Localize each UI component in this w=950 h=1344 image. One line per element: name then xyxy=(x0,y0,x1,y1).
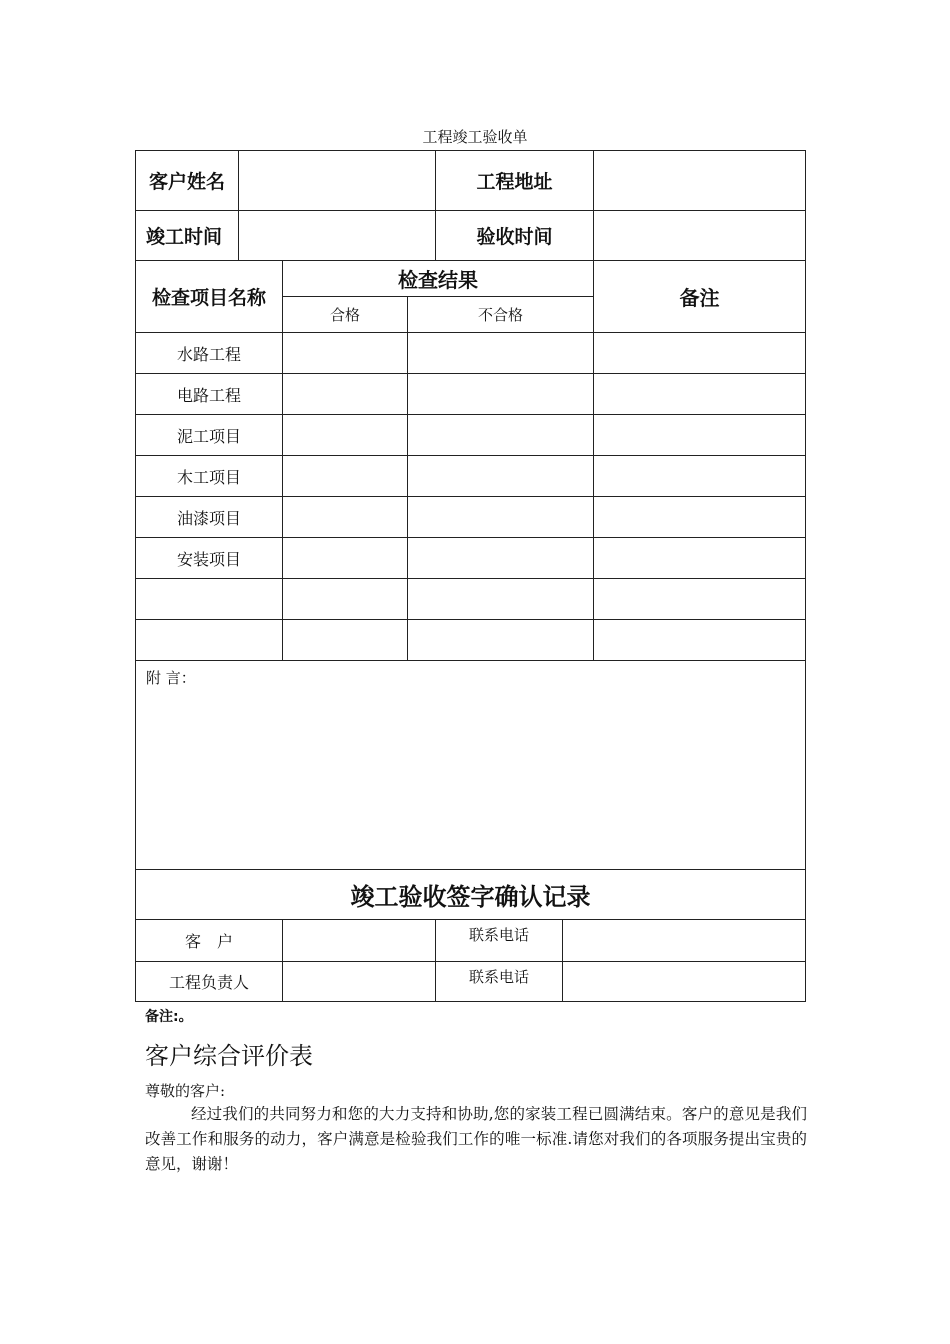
pass-cell[interactable] xyxy=(283,579,408,620)
evaluation-paragraph: 经过我们的共同努力和您的大力支持和协助,您的家装工程已圆满结束。客户的意见是我们改善工作和服务的动力，客户满意是检验我们工作的唯一标准.请您对我们的各项服务提出宝贵的意见，谢谢！ xyxy=(145,1105,807,1173)
fail-cell[interactable] xyxy=(408,333,594,374)
manager-phone-field[interactable] xyxy=(563,962,806,1002)
appendix-label: 附 言： xyxy=(146,669,196,687)
inspection-item-header: 检查项目名称 xyxy=(136,261,283,333)
remark-cell[interactable] xyxy=(594,456,806,497)
acceptance-form-table xyxy=(135,150,806,1002)
customer-phone-field[interactable] xyxy=(563,920,806,962)
remark-cell[interactable] xyxy=(594,538,806,579)
customer-signature-label: 客 户 xyxy=(136,920,283,962)
inspection-item-name[interactable] xyxy=(136,579,283,620)
acceptance-time-field[interactable] xyxy=(594,211,806,261)
pass-cell[interactable] xyxy=(283,497,408,538)
customer-name-label: 客户姓名 xyxy=(136,151,239,211)
pass-cell[interactable] xyxy=(283,620,408,661)
greeting: 尊敬的客户: xyxy=(145,1082,226,1100)
manager-signature-label: 工程负责人 xyxy=(136,962,283,1002)
inspection-item-name: 木工项目 xyxy=(136,456,283,497)
fail-cell[interactable] xyxy=(408,620,594,661)
document-title: 工程竣工验收单 xyxy=(422,128,528,146)
signature-section-title: 竣工验收签字确认记录 xyxy=(136,870,806,920)
remark-cell[interactable] xyxy=(594,333,806,374)
inspection-item-name[interactable] xyxy=(136,620,283,661)
remark-cell[interactable] xyxy=(594,415,806,456)
customer-phone-label: 联系电话 xyxy=(436,920,563,962)
customer-signature-field[interactable] xyxy=(283,920,436,962)
manager-phone-label: 联系电话 xyxy=(436,962,563,1002)
customer-name-field[interactable] xyxy=(239,151,436,211)
table-row xyxy=(136,415,806,456)
remark-cell[interactable] xyxy=(594,579,806,620)
remark-cell[interactable] xyxy=(594,620,806,661)
pass-cell[interactable] xyxy=(283,374,408,415)
project-address-label: 工程地址 xyxy=(436,151,594,211)
pass-cell[interactable] xyxy=(283,415,408,456)
fail-cell[interactable] xyxy=(408,538,594,579)
table-row xyxy=(136,374,806,415)
remark-cell[interactable] xyxy=(594,497,806,538)
fail-header: 不合格 xyxy=(408,297,594,333)
manager-signature-field[interactable] xyxy=(283,962,436,1002)
pass-cell[interactable] xyxy=(283,538,408,579)
remark-header: 备注 xyxy=(594,261,806,333)
appendix-area[interactable] xyxy=(136,661,806,870)
inspection-item-name: 电路工程 xyxy=(136,374,283,415)
inspection-item-name: 油漆项目 xyxy=(136,497,283,538)
fail-cell[interactable] xyxy=(408,497,594,538)
fail-cell[interactable] xyxy=(408,579,594,620)
remark-cell[interactable] xyxy=(594,374,806,415)
inspection-item-name: 安装项目 xyxy=(136,538,283,579)
footnote: 备注:。 xyxy=(145,1009,193,1025)
inspection-item-name: 水路工程 xyxy=(136,333,283,374)
inspection-result-header: 检查结果 xyxy=(283,261,594,297)
completion-time-label: 竣工时间 xyxy=(136,211,239,261)
fail-cell[interactable] xyxy=(408,456,594,497)
table-row xyxy=(136,456,806,497)
completion-time-field[interactable] xyxy=(239,211,436,261)
table-row xyxy=(136,538,806,579)
acceptance-time-label: 验收时间 xyxy=(436,211,594,261)
pass-header: 合格 xyxy=(283,297,408,333)
fail-cell[interactable] xyxy=(408,415,594,456)
fail-cell[interactable] xyxy=(408,374,594,415)
table-row xyxy=(136,620,806,661)
pass-cell[interactable] xyxy=(283,456,408,497)
evaluation-title: 客户综合评价表 xyxy=(145,1042,313,1070)
table-row xyxy=(136,497,806,538)
inspection-item-name: 泥工项目 xyxy=(136,415,283,456)
project-address-field[interactable] xyxy=(594,151,806,211)
table-row xyxy=(136,579,806,620)
pass-cell[interactable] xyxy=(283,333,408,374)
table-row xyxy=(136,333,806,374)
